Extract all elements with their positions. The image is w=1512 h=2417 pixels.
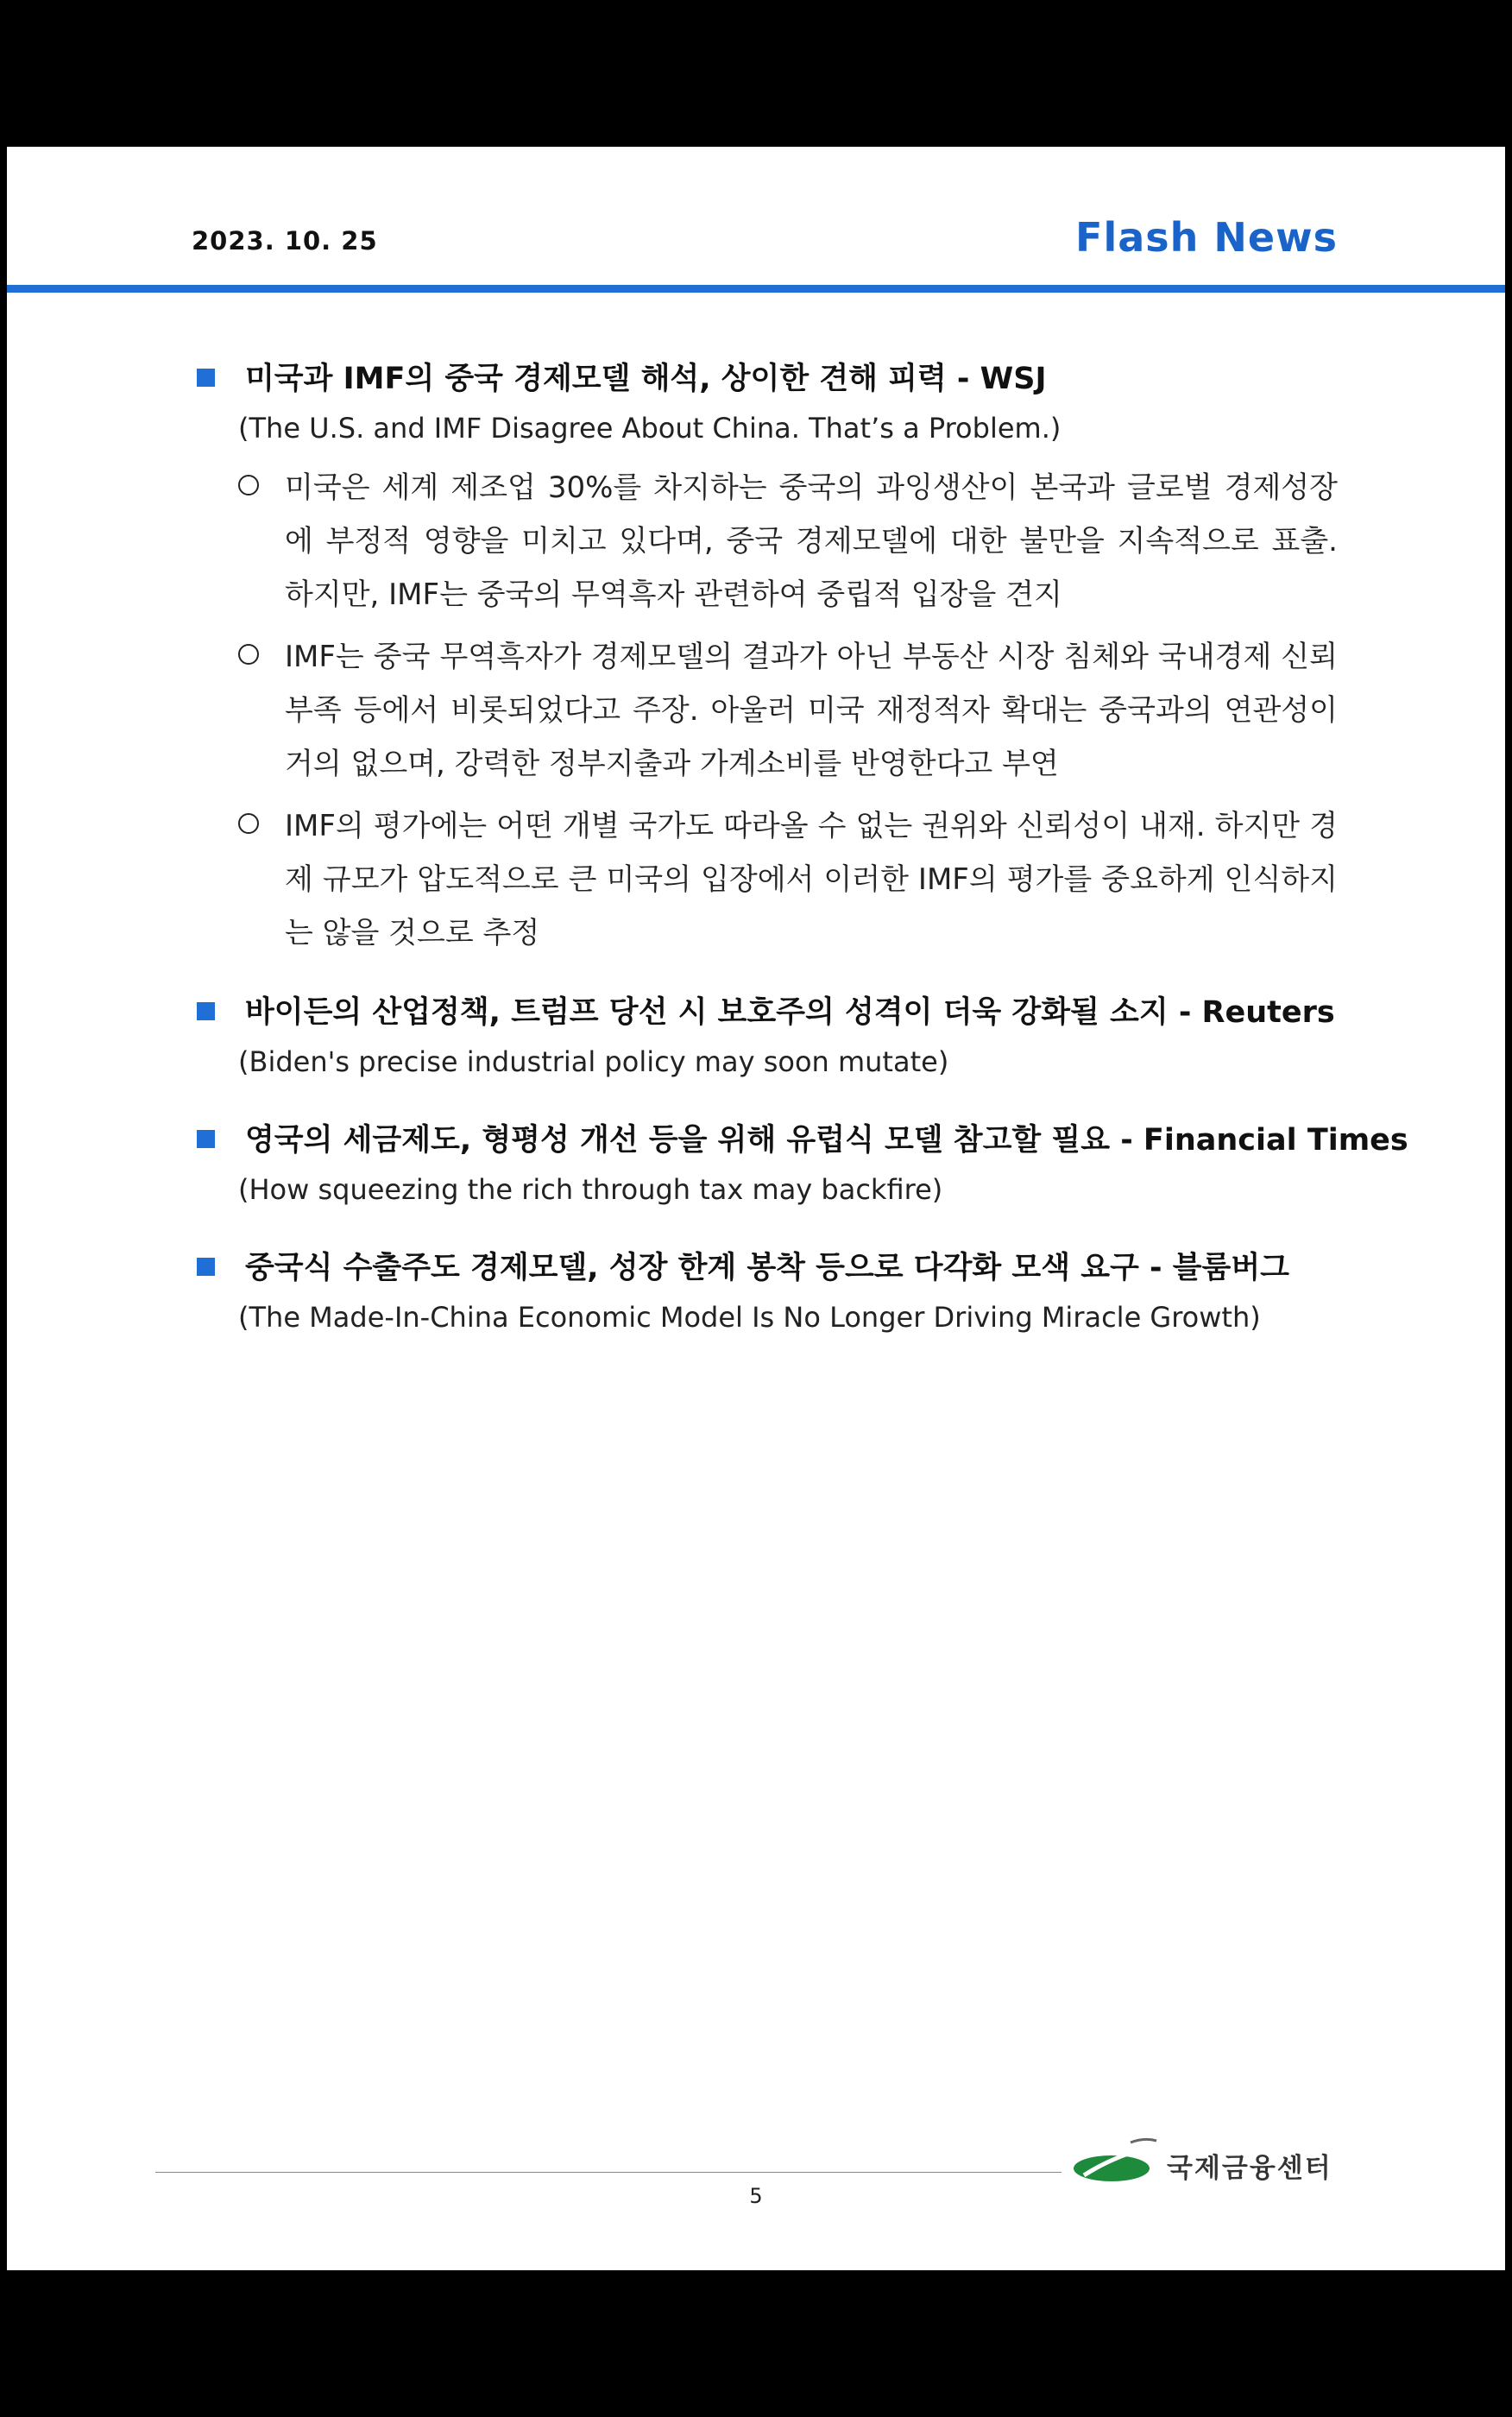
section-subtitle: (The U.S. and IMF Disagree About China. That’s a Problem.): [238, 412, 1062, 445]
footer-divider: [155, 2172, 1062, 2173]
section-title: 바이든의 산업정책, 트럼프 당선 시 보호주의 성격이 더욱 강화될 소지 - Reuters: [198, 989, 1338, 1036]
square-bullet-icon: [197, 1002, 215, 1020]
circle-bullet-icon: [238, 644, 259, 665]
news-section-3: [198, 1117, 1408, 1215]
section-subtitle: (How squeezing the rich through tax may backfire): [238, 1173, 943, 1206]
bullet-item: IMF의 평가에는 어떤 개별 국가도 따라올 수 없는 권위와 신뢰성이 내재. 하지만 경제 규모가 압도적으로 큰 미국의 입장에서 이러한 IMF의 평가를 중요하게 인식하지는 않을 것으로 추정: [238, 799, 1338, 960]
section-title: 중국식 수출주도 경제모델, 성장 한계 봉착 등으로 다각화 모색 요구 - 블룸버그: [198, 1245, 1338, 1291]
bullet-list: [198, 461, 1338, 960]
section-title: 미국과 IMF의 중국 경제모델 해석, 상이한 견해 피력 - WSJ: [198, 356, 1338, 402]
news-content: [198, 356, 1408, 1373]
report-title: Flash News: [1075, 214, 1338, 261]
news-section-4: [198, 1245, 1338, 1343]
section-subtitle: (The Made-In-China Economic Model Is No Longer Driving Miracle Growth): [238, 1301, 1261, 1334]
news-section-2: [198, 989, 1338, 1088]
header-divider: [7, 285, 1505, 293]
section-title: 영국의 세금제도, 형평성 개선 등을 위해 유럽식 모델 참고할 필요 - Financial Times: [198, 1117, 1338, 1164]
kcif-logo-icon: [1070, 2137, 1165, 2186]
news-section-1: [198, 356, 1338, 960]
page-number: 5: [749, 2184, 763, 2208]
org-name: 국제금융센터: [1167, 2153, 1332, 2184]
square-bullet-icon: [197, 1258, 215, 1276]
square-bullet-icon: [197, 1130, 215, 1148]
section-subtitle: (Biden's precise industrial policy may soon mutate): [238, 1045, 949, 1078]
circle-bullet-icon: [238, 813, 259, 834]
report-date: 2023. 10. 25: [192, 226, 378, 256]
bullet-item: 미국은 세계 제조업 30%를 차지하는 중국의 과잉생산이 본국과 글로벌 경제성장에 부정적 영향을 미치고 있다며, 중국 경제모델에 대한 불만을 지속적으로 표출. 하지만, IMF는 중국의 무역흑자 관련하여 중립적 입장을 견지: [238, 461, 1338, 622]
bullet-item: IMF는 중국 무역흑자가 경제모델의 결과가 아닌 부동산 시장 침체와 국내경제 신뢰 부족 등에서 비롯되었다고 주장. 아울러 미국 재정적자 확대는 중국과의 연관성이 거의 없으며, 강력한 정부지출과 가계소비를 반영한다고 부연: [238, 630, 1338, 791]
circle-bullet-icon: [238, 475, 259, 495]
square-bullet-icon: [197, 369, 215, 387]
